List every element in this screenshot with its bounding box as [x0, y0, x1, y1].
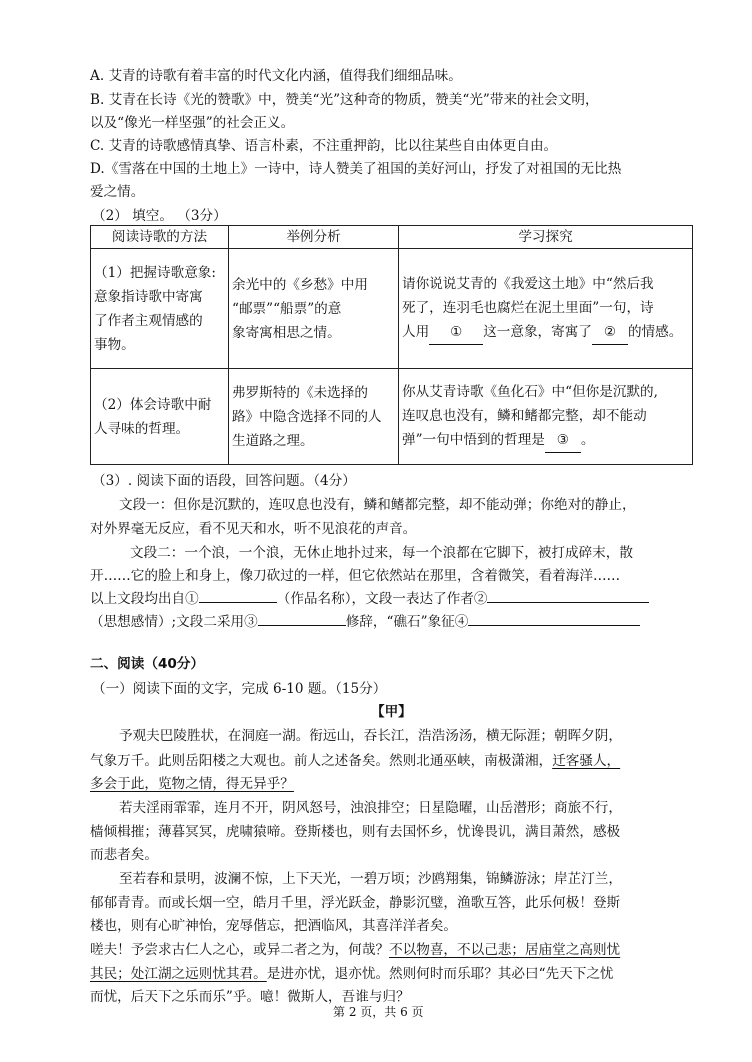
classical-line: 嗟夫！予尝求古仁人之心，或异二者之为，何哉？不以物喜，不以己悲；居庙堂之高则忧 — [90, 942, 621, 958]
option-b-line1: B. 艾青在长诗《光的赞歌》中，赞美“光”这种奇的物质，赞美“光”带来的社会文明， — [90, 92, 599, 108]
classical-line: 气象万千。此则岳阳楼之大观也。前人之述备矣。然则北通巫峡，南极潇湘，迁客骚人， — [90, 753, 621, 769]
classical-line: 楼也，则有心旷神怡，宠辱偕忘，把酒临风，其喜洋洋者矣。 — [90, 918, 458, 934]
fill-line-1: 以上文段均出自① （作品名称），文段一表达了作者② — [90, 587, 649, 607]
option-a: A. 艾青的诗歌有着丰富的时代文化内涵，值得我们细细品味。 — [90, 68, 462, 84]
table-row — [91, 249, 693, 369]
classical-line: 予观夫巴陵胜状，在洞庭一湖。衔远山，吞长江，浩浩汤汤，横无际涯；朝晖夕阴， — [119, 728, 622, 744]
row1-method: （1）把握诗歌意象: 意象指诗歌中寄寓 了作者主观情感的 事物。 — [91, 249, 229, 369]
header-inquiry: 学习探究 — [399, 226, 693, 249]
row2-method: （2）体会诗歌中耐 人寻味的哲理。 — [91, 369, 229, 465]
poetry-reading-table — [90, 225, 693, 465]
classical-line: 若夫淫雨霏霏，连月不开，阴风怒号，浊浪排空；日星隐曜，山岳潜形；商旅不行， — [119, 800, 622, 816]
question-2-title: （2） 填空。 （3分） — [92, 208, 227, 224]
passage-2-line1: 文段二：一个浪，一个浪，无休止地扑过来，每一个浪都在它脚下，被打成碎末，散 — [130, 545, 633, 561]
option-b-line2: 以及“像光一样坚强”的社会正义。 — [90, 115, 295, 131]
classical-line: 樯倾楫摧；薄暮冥冥，虎啸猿啼。登斯楼也，则有去国怀乡，忧谗畏讥，满目萧然，感极 — [90, 824, 621, 840]
section-2-subtitle: （一）阅读下面的文字，完成 6-10 题。（15分） — [92, 681, 387, 697]
answer-blank-3[interactable]: ③ — [545, 428, 581, 453]
passage-1-line2: 对外界毫无反应，看不见天和水，听不见浪花的声音。 — [90, 521, 417, 537]
option-c: C. 艾青的诗歌感情真挚、语言朴素，不注重押韵，比以往某些自由体更自由。 — [90, 138, 558, 154]
page-footer: 第 2 页，共 6 页 — [333, 1005, 424, 1019]
row1-example: 余光中的《乡愁》中用 “邮票”“船票”的意 象寄寓相思之情。 — [229, 249, 399, 369]
table-row — [91, 369, 693, 465]
row2-inquiry: 你从艾青诗歌《鱼化石》中“但你是沉默的, 连叹息也没有，鳞和鳍都完整，却不能动 弹”一句中悟到的哲理是 ③ 。 — [399, 369, 693, 465]
header-example: 举例分析 — [229, 226, 399, 249]
option-d-line1: D.《雪落在中国的土地上》一诗中，诗人赞美了祖国的美好河山，抒发了对祖国的无比热 — [90, 161, 622, 177]
section-2-title: 二、阅读（40分） — [90, 656, 205, 672]
answer-blank-q3-4[interactable] — [468, 611, 640, 626]
passage-jia-label: 【甲】 — [371, 704, 412, 720]
passage-2-line2: 开……它的脸上和身上，像刀砍过的一样，但它依然站在那里，含着微笑，看着海洋…… — [90, 568, 621, 584]
answer-blank-q3-2[interactable] — [487, 588, 649, 603]
passage-1-line1: 文段一：但你是沉默的，连叹息也没有，鳞和鳍都完整，却不能动弹；你绝对的静止， — [119, 497, 636, 513]
row2-example: 弗罗斯特的《未选择的 路》中隐含选择不同的人 生道路之理。 — [229, 369, 399, 465]
classical-line: 其民；处江湖之远则忧其君。是进亦忧，退亦忧。然则何时而乐耶？其必曰“先天下之忧 — [90, 966, 614, 982]
classical-line: 至若春和景明，波澜不惊，上下天光，一碧万顷；沙鸥翔集，锦鳞游泳；岸芷汀兰， — [119, 871, 622, 887]
row1-inquiry: 请你说说艾青的《我爱这土地》中“然后我 死了，连羽毛也腐烂在泥土里面”一句，诗 人用 ① 这一意象，寄寓了 ② 的情感。 — [399, 249, 693, 369]
classical-line: 而忧，后天下之乐而乐”乎。噫！微斯人，吾谁与归？ — [90, 989, 410, 1005]
fill-line-2: （思想感情）;文段二采用③ 修辞，“礁石”象征④ — [90, 610, 640, 630]
answer-blank-2[interactable]: ② — [592, 320, 628, 345]
table-header-row — [91, 226, 693, 249]
answer-blank-1[interactable]: ① — [429, 320, 483, 345]
classical-line: 郁郁青青。而或长烟一空，皓月千里，浮光跃金，静影沉璧，渔歌互答，此乐何极！登斯 — [90, 895, 621, 911]
question-3-title: （3）. 阅读下面的语段，回答问题。（4分） — [92, 473, 356, 489]
header-method: 阅读诗歌的方法 — [91, 226, 229, 249]
answer-blank-q3-3[interactable] — [258, 611, 346, 626]
classical-line: 多会于此，览物之情，得无异乎？ — [90, 776, 294, 792]
option-d-line2: 爱之情。 — [90, 184, 145, 200]
classical-line: 而悲者矣。 — [90, 847, 158, 863]
answer-blank-q3-1[interactable] — [199, 588, 277, 603]
